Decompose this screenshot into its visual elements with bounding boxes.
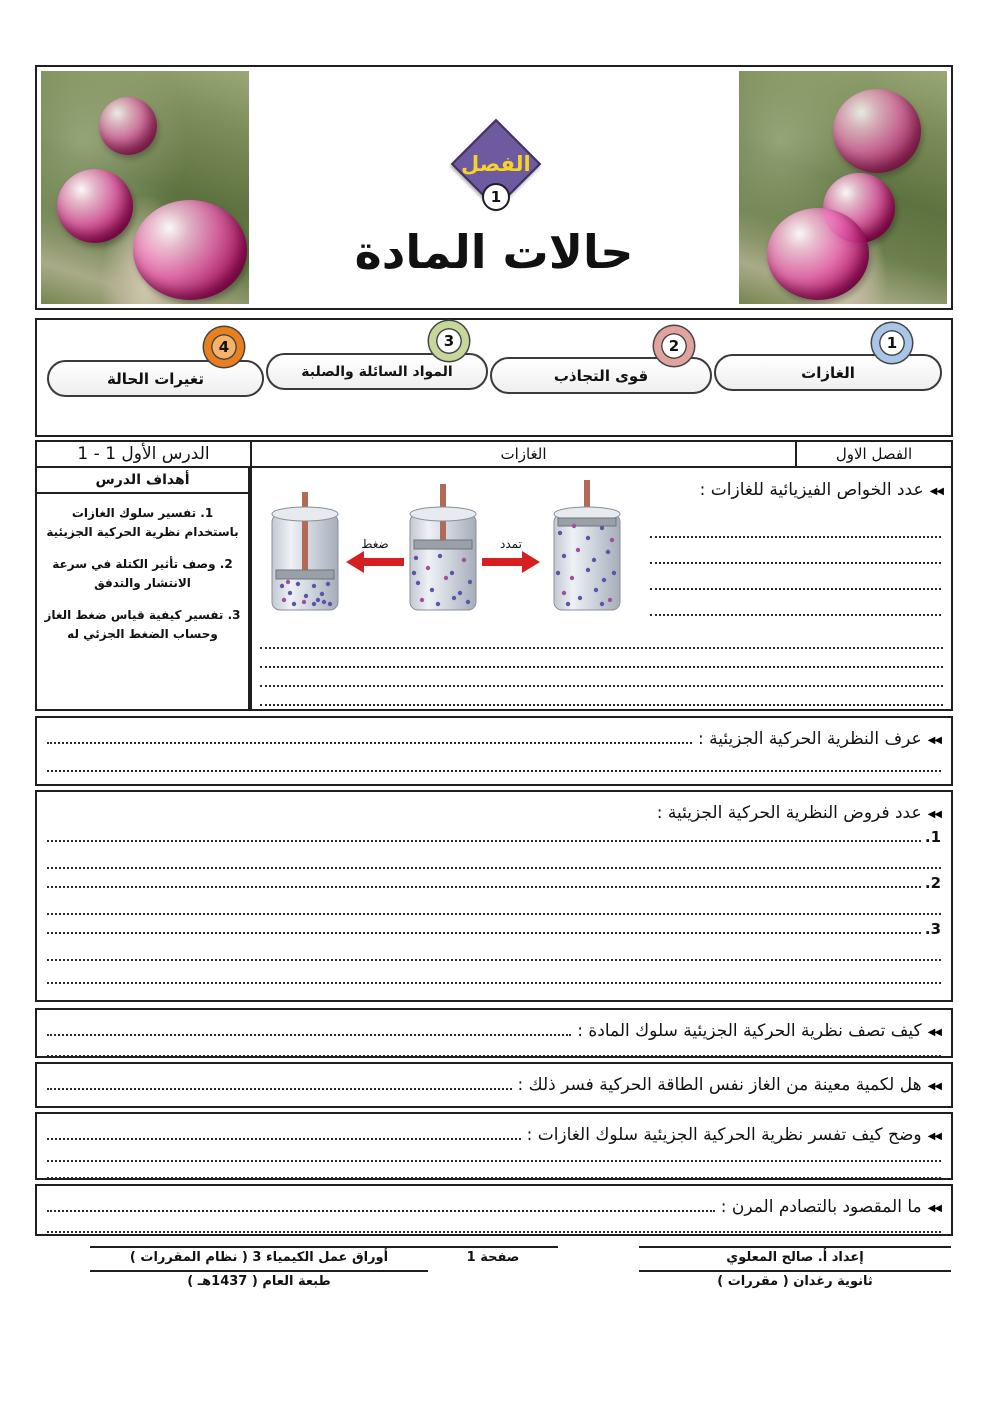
- footer-school: ثانوية رغدان ( مقررات ): [639, 1270, 951, 1294]
- item-number: 1.: [924, 828, 941, 846]
- question-5: [47, 1067, 941, 1095]
- lesson-subject-cell: الغازات: [250, 440, 797, 468]
- question-2: [47, 721, 941, 749]
- item-number: 3.: [924, 920, 941, 938]
- answer-line: [47, 1162, 941, 1179]
- answer-line: [650, 512, 941, 538]
- answer-line: [260, 687, 943, 706]
- question-marker-icon: ◀◀: [927, 808, 941, 820]
- question-text: كيف تصف نظرية الحركية الجزيئية سلوك المادة :: [577, 1021, 922, 1041]
- chapter-title-cell: الفصل الاول: [795, 440, 953, 468]
- footer-page-number: صفحة 1: [428, 1246, 558, 1270]
- numbered-answer-line: [47, 869, 941, 892]
- answer-lines: [650, 512, 941, 616]
- answer-line: [47, 886, 921, 888]
- footer-worksheet-title: أوراق عمل الكيمياء 3 ( نظام المقررات ): [90, 1246, 428, 1270]
- item-number: 2.: [924, 874, 941, 892]
- footer-prepared-by: إعداد أ. صالح المعلوي: [639, 1246, 951, 1270]
- question-marker-icon: ◀◀: [927, 1202, 941, 1214]
- section-pill-gases: [714, 354, 942, 391]
- cylinder-compressed: [272, 492, 338, 610]
- answer-line: [260, 630, 943, 649]
- question-4: [47, 1013, 941, 1041]
- section-pill-label: قوى التجاذب: [553, 366, 649, 385]
- bubble-decoration: [99, 97, 157, 155]
- answer-line: [47, 1145, 941, 1162]
- section-number-badge-3: 3: [429, 321, 469, 361]
- answer-line: [47, 742, 692, 744]
- answer-line: [650, 564, 941, 590]
- objective-item: 1. تفسير سلوك الغازات باستخدام نظرية الحركية الجزيئية: [46, 506, 239, 539]
- question-text: هل لكمية معينة من الغاز نفس الطاقة الحركية فسر ذلك :: [517, 1075, 922, 1095]
- question-text: وضح كيف تفسر نظرية الحركية الجزيئية سلوك الغازات :: [526, 1125, 922, 1145]
- question-text: عدد فروض النظرية الحركية الجزيئية :: [656, 803, 922, 823]
- question-marker-icon: ◀◀: [927, 1080, 941, 1092]
- page-title: حالات المادة: [354, 225, 634, 279]
- section-number-badge-4: 4: [204, 327, 244, 367]
- question-marker-icon: ◀◀: [927, 1026, 941, 1038]
- chapter-number-badge: 1: [482, 183, 510, 211]
- bubble-decoration: [833, 89, 921, 173]
- question-2-section: [35, 716, 953, 786]
- answer-line: [47, 1095, 941, 1108]
- answer-line: [47, 1041, 941, 1057]
- cylinder-expanded: [554, 480, 620, 610]
- footer-worksheet-block: [90, 1246, 428, 1294]
- question-3: [47, 795, 941, 823]
- section-number-badge-2: 2: [654, 326, 694, 366]
- question-text: عرف النظرية الحركية الجزيئية :: [697, 729, 922, 749]
- answer-line: [47, 846, 941, 869]
- footer-edition: طبعة العام ( 1437هـ ): [90, 1270, 428, 1294]
- question-marker-icon: ◀◀: [927, 734, 941, 746]
- header: [35, 65, 953, 310]
- question-7-section: [35, 1184, 953, 1236]
- lesson-number-cell: الدرس الأول 1 - 1: [35, 440, 252, 468]
- question-7: [47, 1189, 941, 1217]
- question-text: ما المقصود بالتصادم المرن :: [720, 1197, 922, 1217]
- question-3-section: [35, 790, 953, 1002]
- footer-page-block: [428, 1246, 558, 1270]
- answer-line: [47, 932, 921, 934]
- lesson-bar: [35, 440, 953, 468]
- expansion-arrow: [482, 551, 540, 573]
- question-5-section: [35, 1062, 953, 1108]
- answer-line: [650, 590, 941, 616]
- section-number-badge-1: 1: [872, 323, 912, 363]
- cylinder-middle: [410, 484, 476, 610]
- footer-author-block: [639, 1246, 951, 1294]
- question-4-section: [35, 1008, 953, 1058]
- answer-line: [47, 1034, 571, 1036]
- answer-line: [47, 1210, 715, 1212]
- answer-line: [47, 938, 941, 961]
- answer-line: [47, 1138, 521, 1140]
- section-pill-label: المواد السائلة والصلبة: [301, 363, 453, 380]
- page-footer: [35, 1246, 953, 1302]
- chapter-badge-label: الفصل: [461, 151, 531, 176]
- question-marker-icon: ◀◀: [927, 1130, 941, 1142]
- answer-line: [260, 649, 943, 668]
- question-6-section: [35, 1112, 953, 1180]
- objectives-title: أهداف الدرس: [37, 468, 248, 494]
- answer-line: [47, 892, 941, 915]
- answer-line: [47, 1088, 512, 1090]
- chapter-sections-nav: [35, 318, 953, 437]
- question-6: [47, 1117, 941, 1145]
- expansion-label: تمدد: [500, 537, 522, 551]
- question-text: عدد الخواص الفيزيائية للغازات :: [699, 480, 924, 500]
- objective-item: 2. وصف تأثير الكتلة في سرعة الانتشار والتدفق: [52, 557, 233, 590]
- section-pill-label: الغازات: [801, 363, 855, 382]
- answer-line: [650, 538, 941, 564]
- answer-line: [47, 1217, 941, 1233]
- answer-line: [47, 961, 941, 984]
- answer-line: [260, 668, 943, 687]
- question-marker-icon: ◀◀: [929, 485, 943, 497]
- gas-cylinders-diagram: [258, 478, 640, 628]
- answer-lines: [260, 630, 943, 706]
- section-pill-label: تغيرات الحالة: [107, 369, 204, 388]
- objectives-list: [37, 494, 248, 668]
- numbered-answer-line: [47, 915, 941, 938]
- pressure-arrow: [346, 551, 404, 573]
- numbered-answer-line: [47, 823, 941, 846]
- question-1: [700, 480, 943, 500]
- pressure-label: ضغط: [361, 537, 389, 551]
- question-1-section: [250, 466, 953, 711]
- objective-item: 3. تفسير كيفية قياس ضغط الغاز وحساب الضغط الجزئي له: [44, 608, 241, 641]
- answer-line: [47, 749, 941, 772]
- answer-line: [47, 840, 921, 842]
- lesson-objectives-panel: [35, 466, 250, 711]
